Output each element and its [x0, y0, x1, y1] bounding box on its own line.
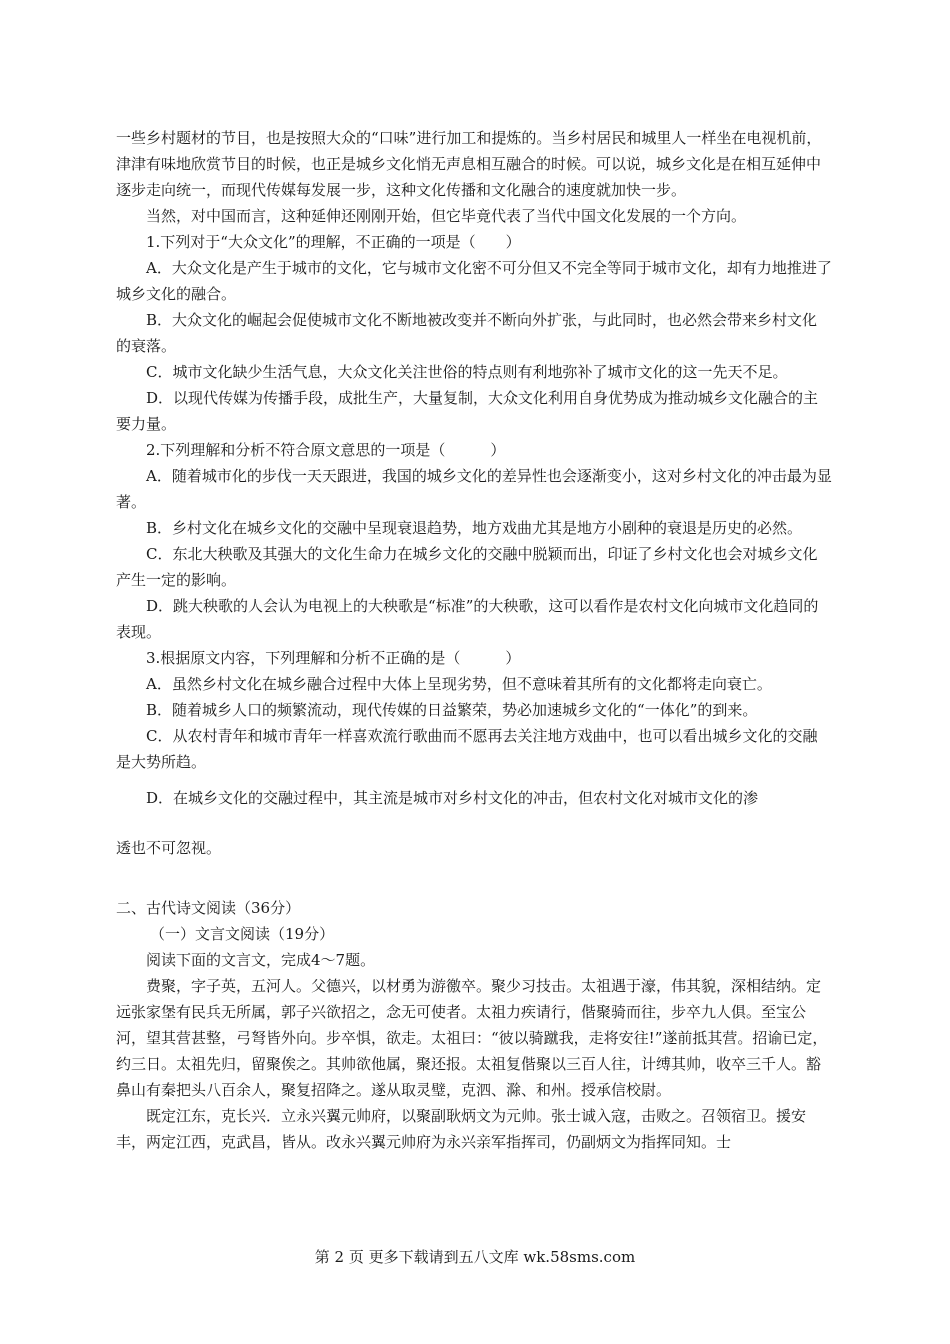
passage-paragraph: 当然，对中国而言，这种延伸还刚刚开始，但它毕竟代表了当代中国文化发展的一个方向。 [146, 207, 747, 225]
question-option: B．随着城乡人口的频繁流动，现代传媒的日益繁荣，势必加速城乡文化的“一体化”的到来。 [146, 701, 758, 719]
question-stem: 3.根据原文内容，下列理解和分析不正确的是（ ） [146, 649, 521, 667]
question-option: A．虽然乡村文化在城乡融合过程中大体上呈现劣势，但不意味着其所有的文化都将走向衰亡。 [146, 675, 772, 693]
classical-text-paragraph: 既定江东，克长兴．立永兴翼元帅府，以聚副耿炳文为元帅。张士诚入寇，击败之。召领宿卫。援安丰，两定江西，克武昌，皆从。改永兴翼元帅府为永兴亲军指挥司，仍副炳文为指挥同知。士 [116, 1107, 807, 1151]
question-option: D．在城乡文化的交融过程中，其主流是城市对乡村文化的冲击，但农村文化对城市文化的渗 [146, 789, 759, 807]
instruction-text: 阅读下面的文言文，完成4～7题。 [146, 951, 376, 969]
question-stem: 1.下列对于“大众文化”的理解，不正确的一项是（ ） [146, 233, 521, 251]
section-heading: 二、古代诗文阅读（36分） [116, 899, 301, 917]
question-option: D．以现代传媒为传播手段，成批生产，大量复制，大众文化利用自身优势成为推动城乡文化融合的主要力量。 [116, 389, 819, 433]
question-option: C．从农村青年和城市青年一样喜欢流行歌曲而不愿再去关注地方戏曲中，也可以看出城乡文化的交融是大势所趋。 [116, 727, 818, 771]
page-footer: 第 2 页 更多下载请到五八文库 wk.58sms.com [314, 1248, 636, 1266]
question-stem: 2.下列理解和分析不符合原文意思的一项是（ ） [146, 441, 506, 459]
question-option: A．随着城市化的步伐一天天跟进，我国的城乡文化的差异性也会逐渐变小，这对乡村文化的冲击最为显著。 [116, 467, 832, 511]
question-option: B．乡村文化在城乡文化的交融中呈现衰退趋势，地方戏曲尤其是地方小剧种的衰退是历史的必然。 [146, 519, 803, 537]
question-option: A．大众文化是产生于城市的文化，它与城市文化密不可分但又不完全等同于城市文化，却有力地推进了城乡文化的融合。 [116, 259, 832, 303]
page-content [116, 125, 832, 1155]
question-option: B．大众文化的崛起会促使城市文化不断地被改变并不断向外扩张，与此同时，也必然会带来乡村文化的衰落。 [116, 311, 818, 355]
passage-paragraph: 一些乡村题材的节目，也是按照大众的“口味”进行加工和提炼的。当乡村居民和城里人一样坐在电视机前，津津有味地欣赏节目的时候，也正是城乡文化悄无声息相互融合的时候。可以说，城乡文化是在相互延伸中逐步走向统一，而现代传媒每发展一步，这种文化传播和文化融合的速度就加快一步。 [116, 129, 822, 199]
subsection-heading: （一）文言文阅读（19分） [150, 925, 335, 943]
question-option: C．东北大秧歌及其强大的文化生命力在城乡文化的交融中脱颖而出，印证了乡村文化也会对城乡文化产生一定的影响。 [116, 545, 818, 589]
question-option: D．跳大秧歌的人会认为电视上的大秧歌是“标准”的大秧歌，这可以看作是农村文化向城市文化趋同的表现。 [116, 597, 819, 641]
question-option: C．城市文化缺少生活气息，大众文化关注世俗的特点则有利地弥补了城市文化的这一先天不足。 [146, 363, 788, 381]
classical-text-paragraph: 费聚，字子英，五河人。父德兴，以材勇为游徼卒。聚少习技击。太祖遇于濠，伟其貌，深相结纳。定远张家堡有民兵无所属，郭子兴欲招之，念无可使者。太祖力疾请行，偕聚骑而往，步卒九人俱。至宝公河，望其营甚整，弓弩皆外向。步卒惧，欲走。太祖曰：“彼以骑蹴我，走将安往!”遂前抵其营。招谕已定，约三日。太祖先归，留聚俟之。其帅欲他属，聚还报。太祖复偕聚以三百人往，计缚其帅，收卒三千人。豁鼻山有秦把头八百余人，聚复招降之。遂从取灵璧，克泗、滁、和州。授承信校尉。 [116, 977, 828, 1099]
question-option-continuation: 透也不可忽视。 [116, 839, 222, 857]
